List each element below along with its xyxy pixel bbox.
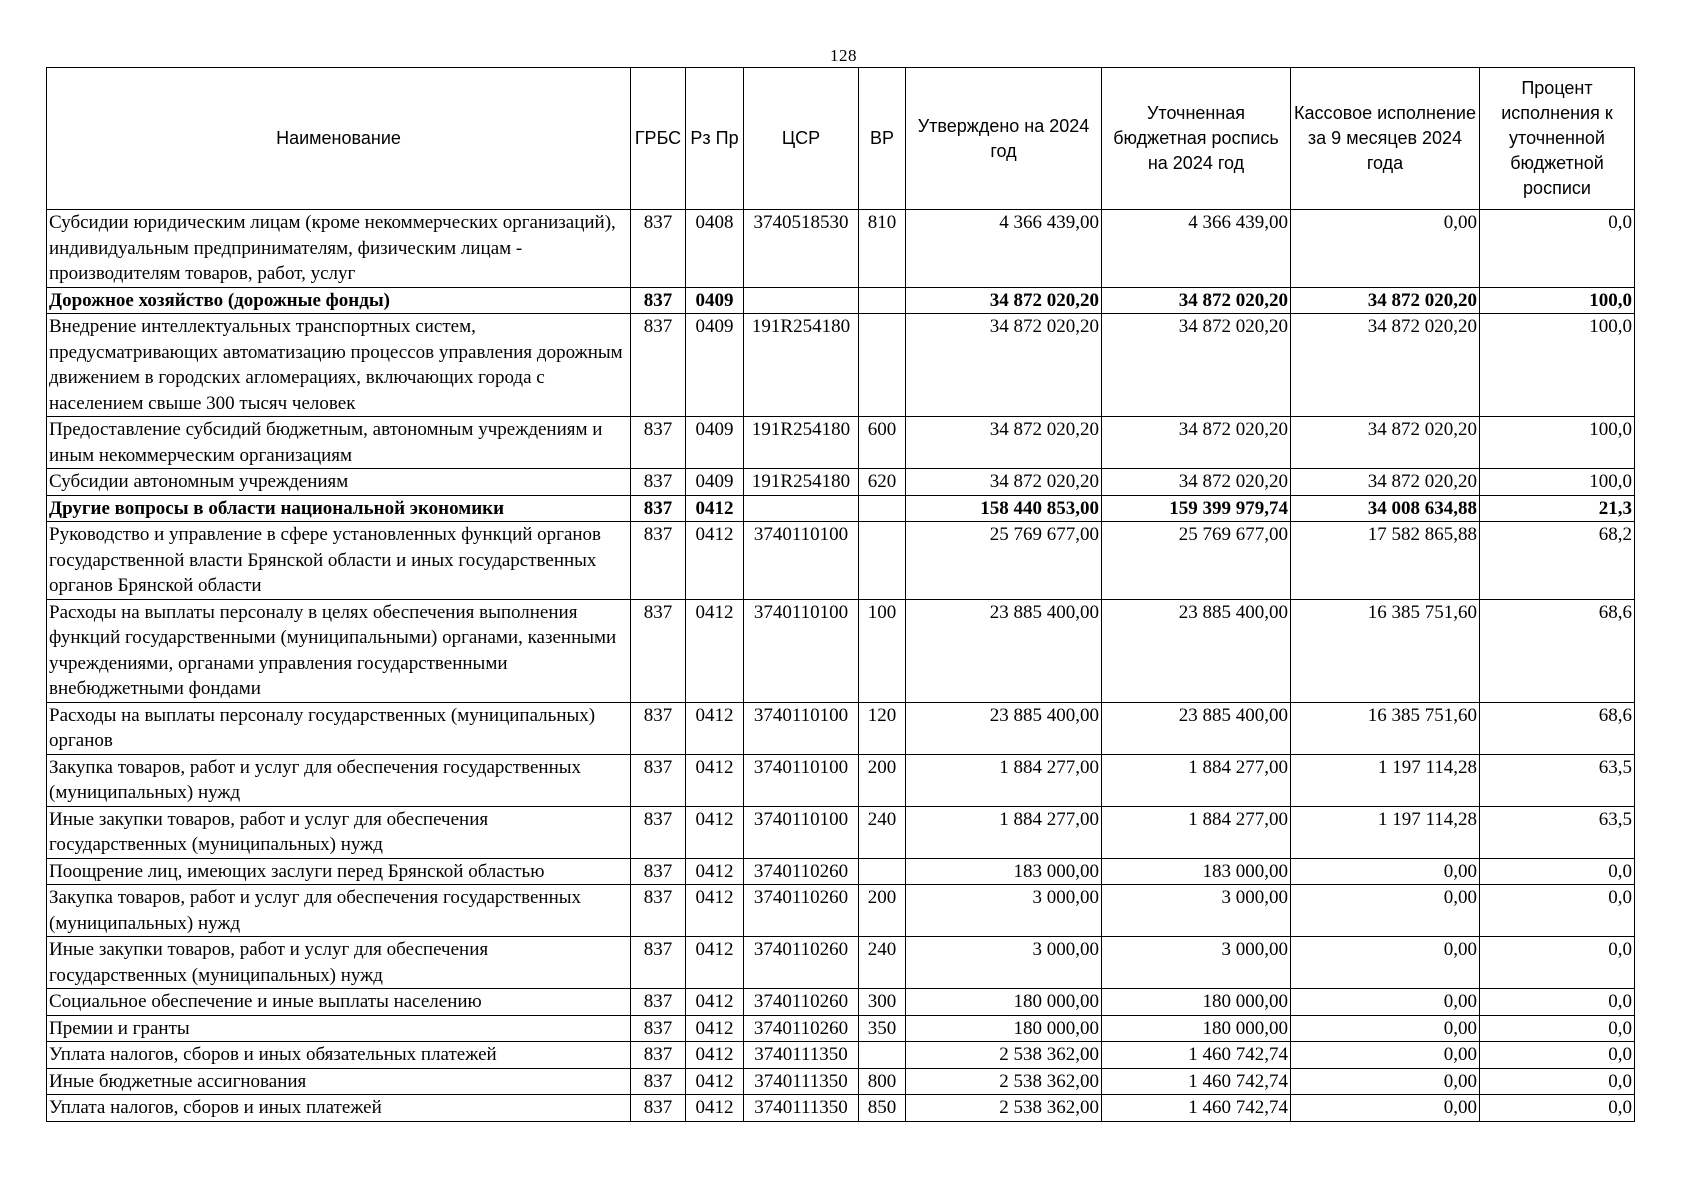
header-approved: Утверждено на 2024 год	[906, 68, 1102, 210]
row-percent-cell: 0,0	[1480, 885, 1635, 937]
table-body	[47, 210, 1635, 1122]
row-refined-cell: 23 885 400,00	[1102, 702, 1291, 754]
row-csr-cell: 3740110100	[744, 522, 859, 600]
row-name-cell: Уплата налогов, сборов и иных платежей	[47, 1095, 631, 1122]
row-percent-cell: 0,0	[1480, 989, 1635, 1016]
table-row	[47, 754, 1635, 806]
row-refined-cell: 34 872 020,20	[1102, 417, 1291, 469]
row-refined-cell: 34 872 020,20	[1102, 287, 1291, 314]
row-cash-cell: 34 008 634,88	[1291, 495, 1480, 522]
row-csr-cell: 3740111350	[744, 1068, 859, 1095]
row-csr-cell: 3740110260	[744, 1015, 859, 1042]
row-name-cell: Уплата налогов, сборов и иных обязательных платежей	[47, 1042, 631, 1069]
row-csr-cell: 3740110260	[744, 858, 859, 885]
row-percent-cell: 100,0	[1480, 287, 1635, 314]
row-name-cell: Иные закупки товаров, работ и услуг для обеспечения государственных (муниципальных) нужд	[47, 937, 631, 989]
table-row	[47, 599, 1635, 702]
row-vr-cell: 620	[859, 469, 906, 496]
row-cash-cell: 16 385 751,60	[1291, 599, 1480, 702]
row-refined-cell: 159 399 979,74	[1102, 495, 1291, 522]
row-rz-pr-cell: 0412	[686, 754, 744, 806]
row-percent-cell: 100,0	[1480, 469, 1635, 496]
row-approved-cell: 3 000,00	[906, 885, 1102, 937]
row-percent-cell: 0,0	[1480, 1042, 1635, 1069]
row-grbs-cell: 837	[631, 702, 686, 754]
table-row	[47, 1095, 1635, 1122]
row-csr-cell: 3740111350	[744, 1095, 859, 1122]
row-grbs-cell: 837	[631, 806, 686, 858]
row-cash-cell: 0,00	[1291, 1015, 1480, 1042]
table-row	[47, 1068, 1635, 1095]
row-refined-cell: 4 366 439,00	[1102, 210, 1291, 288]
table-row	[47, 469, 1635, 496]
header-vr: ВР	[859, 68, 906, 210]
row-cash-cell: 17 582 865,88	[1291, 522, 1480, 600]
row-refined-cell: 180 000,00	[1102, 989, 1291, 1016]
row-cash-cell: 0,00	[1291, 1068, 1480, 1095]
row-approved-cell: 23 885 400,00	[906, 702, 1102, 754]
row-name-cell: Субсидии юридическим лицам (кроме некоммерческих организаций), индивидуальным предпринимателям, физическим лицам - производителям товаров, работ, услуг	[47, 210, 631, 288]
row-name-cell: Внедрение интеллектуальных транспортных систем, предусматривающих автоматизацию процессов управления дорожным движением в городских агломерациях, включающих города с населением свыше 300 тысяч человек	[47, 314, 631, 417]
row-name-cell: Иные закупки товаров, работ и услуг для обеспечения государственных (муниципальных) нужд	[47, 806, 631, 858]
row-name-cell: Предоставление субсидий бюджетным, автономным учреждениям и иным некоммерческим организациям	[47, 417, 631, 469]
row-cash-cell: 0,00	[1291, 858, 1480, 885]
row-approved-cell: 34 872 020,20	[906, 417, 1102, 469]
row-cash-cell: 0,00	[1291, 989, 1480, 1016]
table-row	[47, 1042, 1635, 1069]
table-row	[47, 937, 1635, 989]
row-csr-cell	[744, 495, 859, 522]
row-cash-cell: 34 872 020,20	[1291, 287, 1480, 314]
row-rz-pr-cell: 0412	[686, 495, 744, 522]
row-percent-cell: 0,0	[1480, 1095, 1635, 1122]
table-row	[47, 885, 1635, 937]
row-vr-cell: 850	[859, 1095, 906, 1122]
row-approved-cell: 2 538 362,00	[906, 1068, 1102, 1095]
page-number: 128	[830, 46, 857, 65]
row-percent-cell: 0,0	[1480, 1068, 1635, 1095]
row-grbs-cell: 837	[631, 754, 686, 806]
row-approved-cell: 2 538 362,00	[906, 1042, 1102, 1069]
row-csr-cell	[744, 287, 859, 314]
row-rz-pr-cell: 0412	[686, 702, 744, 754]
row-grbs-cell: 837	[631, 287, 686, 314]
row-approved-cell: 180 000,00	[906, 1015, 1102, 1042]
row-percent-cell: 0,0	[1480, 937, 1635, 989]
row-csr-cell: 3740110100	[744, 599, 859, 702]
row-rz-pr-cell: 0412	[686, 1042, 744, 1069]
row-grbs-cell: 837	[631, 522, 686, 600]
row-approved-cell: 158 440 853,00	[906, 495, 1102, 522]
row-cash-cell: 34 872 020,20	[1291, 469, 1480, 496]
row-refined-cell: 1 460 742,74	[1102, 1095, 1291, 1122]
table-row	[47, 314, 1635, 417]
row-approved-cell: 34 872 020,20	[906, 469, 1102, 496]
header-grbs: ГРБС	[631, 68, 686, 210]
row-rz-pr-cell: 0409	[686, 417, 744, 469]
row-percent-cell: 100,0	[1480, 314, 1635, 417]
row-refined-cell: 1 460 742,74	[1102, 1068, 1291, 1095]
table-row	[47, 287, 1635, 314]
row-vr-cell: 300	[859, 989, 906, 1016]
row-rz-pr-cell: 0412	[686, 806, 744, 858]
row-rz-pr-cell: 0412	[686, 599, 744, 702]
row-grbs-cell: 837	[631, 937, 686, 989]
row-name-cell: Иные бюджетные ассигнования	[47, 1068, 631, 1095]
row-rz-pr-cell: 0412	[686, 989, 744, 1016]
row-vr-cell	[859, 858, 906, 885]
row-rz-pr-cell: 0412	[686, 1095, 744, 1122]
budget-table	[46, 67, 1635, 1122]
row-refined-cell: 34 872 020,20	[1102, 314, 1291, 417]
row-csr-cell: 3740110100	[744, 806, 859, 858]
row-refined-cell: 3 000,00	[1102, 937, 1291, 989]
header-csr: ЦСР	[744, 68, 859, 210]
row-approved-cell: 34 872 020,20	[906, 287, 1102, 314]
row-grbs-cell: 837	[631, 469, 686, 496]
table-row	[47, 1015, 1635, 1042]
row-approved-cell: 34 872 020,20	[906, 314, 1102, 417]
row-approved-cell: 183 000,00	[906, 858, 1102, 885]
row-rz-pr-cell: 0409	[686, 314, 744, 417]
table-row	[47, 417, 1635, 469]
row-vr-cell	[859, 522, 906, 600]
row-vr-cell: 600	[859, 417, 906, 469]
row-percent-cell: 68,6	[1480, 599, 1635, 702]
row-rz-pr-cell: 0412	[686, 937, 744, 989]
row-name-cell: Субсидии автономным учреждениям	[47, 469, 631, 496]
row-percent-cell: 0,0	[1480, 858, 1635, 885]
row-refined-cell: 23 885 400,00	[1102, 599, 1291, 702]
header-refined: Уточненная бюджетная роспись на 2024 год	[1102, 68, 1291, 210]
row-rz-pr-cell: 0409	[686, 469, 744, 496]
row-cash-cell: 0,00	[1291, 210, 1480, 288]
row-approved-cell: 180 000,00	[906, 989, 1102, 1016]
row-vr-cell	[859, 1042, 906, 1069]
row-csr-cell: 191R254180	[744, 469, 859, 496]
row-csr-cell: 3740111350	[744, 1042, 859, 1069]
row-cash-cell: 0,00	[1291, 1042, 1480, 1069]
row-approved-cell: 2 538 362,00	[906, 1095, 1102, 1122]
row-grbs-cell: 837	[631, 599, 686, 702]
row-cash-cell: 34 872 020,20	[1291, 417, 1480, 469]
row-approved-cell: 25 769 677,00	[906, 522, 1102, 600]
row-vr-cell: 350	[859, 1015, 906, 1042]
row-vr-cell: 120	[859, 702, 906, 754]
row-vr-cell: 200	[859, 885, 906, 937]
row-vr-cell: 810	[859, 210, 906, 288]
row-approved-cell: 3 000,00	[906, 937, 1102, 989]
row-rz-pr-cell: 0412	[686, 885, 744, 937]
row-vr-cell	[859, 495, 906, 522]
row-vr-cell: 240	[859, 937, 906, 989]
row-vr-cell	[859, 314, 906, 417]
row-csr-cell: 191R254180	[744, 314, 859, 417]
row-grbs-cell: 837	[631, 314, 686, 417]
row-rz-pr-cell: 0412	[686, 858, 744, 885]
row-refined-cell: 1 884 277,00	[1102, 754, 1291, 806]
header-row	[47, 68, 1635, 210]
row-name-cell: Дорожное хозяйство (дорожные фонды)	[47, 287, 631, 314]
row-refined-cell: 34 872 020,20	[1102, 469, 1291, 496]
header-cash: Кассовое исполнение за 9 месяцев 2024 года	[1291, 68, 1480, 210]
row-cash-cell: 1 197 114,28	[1291, 806, 1480, 858]
table-row	[47, 495, 1635, 522]
row-cash-cell: 16 385 751,60	[1291, 702, 1480, 754]
row-name-cell: Другие вопросы в области национальной экономики	[47, 495, 631, 522]
row-refined-cell: 180 000,00	[1102, 1015, 1291, 1042]
row-refined-cell: 25 769 677,00	[1102, 522, 1291, 600]
row-percent-cell: 0,0	[1480, 1015, 1635, 1042]
row-vr-cell: 800	[859, 1068, 906, 1095]
row-percent-cell: 21,3	[1480, 495, 1635, 522]
row-refined-cell: 1 884 277,00	[1102, 806, 1291, 858]
row-csr-cell: 3740110260	[744, 989, 859, 1016]
row-percent-cell: 0,0	[1480, 210, 1635, 288]
row-csr-cell: 191R254180	[744, 417, 859, 469]
row-grbs-cell: 837	[631, 417, 686, 469]
row-approved-cell: 23 885 400,00	[906, 599, 1102, 702]
row-percent-cell: 68,2	[1480, 522, 1635, 600]
row-percent-cell: 100,0	[1480, 417, 1635, 469]
row-refined-cell: 3 000,00	[1102, 885, 1291, 937]
row-grbs-cell: 837	[631, 1015, 686, 1042]
row-refined-cell: 183 000,00	[1102, 858, 1291, 885]
row-rz-pr-cell: 0412	[686, 1068, 744, 1095]
row-grbs-cell: 837	[631, 858, 686, 885]
row-rz-pr-cell: 0412	[686, 522, 744, 600]
row-cash-cell: 34 872 020,20	[1291, 314, 1480, 417]
row-cash-cell: 0,00	[1291, 937, 1480, 989]
row-name-cell: Премии и гранты	[47, 1015, 631, 1042]
table-row	[47, 702, 1635, 754]
row-csr-cell: 3740110260	[744, 885, 859, 937]
row-name-cell: Закупка товаров, работ и услуг для обеспечения государственных (муниципальных) нужд	[47, 754, 631, 806]
row-percent-cell: 63,5	[1480, 754, 1635, 806]
row-cash-cell: 0,00	[1291, 885, 1480, 937]
row-csr-cell: 3740110100	[744, 702, 859, 754]
row-vr-cell: 100	[859, 599, 906, 702]
row-approved-cell: 4 366 439,00	[906, 210, 1102, 288]
header-name: Наименование	[47, 68, 631, 210]
row-grbs-cell: 837	[631, 885, 686, 937]
row-approved-cell: 1 884 277,00	[906, 754, 1102, 806]
table-row	[47, 522, 1635, 600]
row-grbs-cell: 837	[631, 1042, 686, 1069]
table-row	[47, 989, 1635, 1016]
row-percent-cell: 68,6	[1480, 702, 1635, 754]
table-row	[47, 806, 1635, 858]
row-vr-cell	[859, 287, 906, 314]
row-csr-cell: 3740518530	[744, 210, 859, 288]
row-name-cell: Поощрение лиц, имеющих заслуги перед Брянской областью	[47, 858, 631, 885]
row-grbs-cell: 837	[631, 495, 686, 522]
row-vr-cell: 200	[859, 754, 906, 806]
row-cash-cell: 1 197 114,28	[1291, 754, 1480, 806]
row-name-cell: Руководство и управление в сфере установленных функций органов государственной власти Брянской области и иных государственных органов Брянской области	[47, 522, 631, 600]
row-rz-pr-cell: 0409	[686, 287, 744, 314]
row-csr-cell: 3740110260	[744, 937, 859, 989]
row-grbs-cell: 837	[631, 989, 686, 1016]
row-rz-pr-cell: 0412	[686, 1015, 744, 1042]
row-name-cell: Закупка товаров, работ и услуг для обеспечения государственных (муниципальных) нужд	[47, 885, 631, 937]
table-row	[47, 858, 1635, 885]
row-csr-cell: 3740110100	[744, 754, 859, 806]
row-refined-cell: 1 460 742,74	[1102, 1042, 1291, 1069]
header-percent: Процент исполнения к уточненной бюджетной росписи	[1480, 68, 1635, 210]
row-name-cell: Расходы на выплаты персоналу в целях обеспечения выполнения функций государственными (муниципальными) органами, казенными учреждениями, органами управления государственными внебюджетными фондами	[47, 599, 631, 702]
row-name-cell: Социальное обеспечение и иные выплаты населению	[47, 989, 631, 1016]
header-rz-pr: Рз Пр	[686, 68, 744, 210]
row-grbs-cell: 837	[631, 210, 686, 288]
table-row	[47, 210, 1635, 288]
row-cash-cell: 0,00	[1291, 1095, 1480, 1122]
row-vr-cell: 240	[859, 806, 906, 858]
row-name-cell: Расходы на выплаты персоналу государственных (муниципальных) органов	[47, 702, 631, 754]
row-grbs-cell: 837	[631, 1068, 686, 1095]
row-approved-cell: 1 884 277,00	[906, 806, 1102, 858]
row-percent-cell: 63,5	[1480, 806, 1635, 858]
row-grbs-cell: 837	[631, 1095, 686, 1122]
row-rz-pr-cell: 0408	[686, 210, 744, 288]
